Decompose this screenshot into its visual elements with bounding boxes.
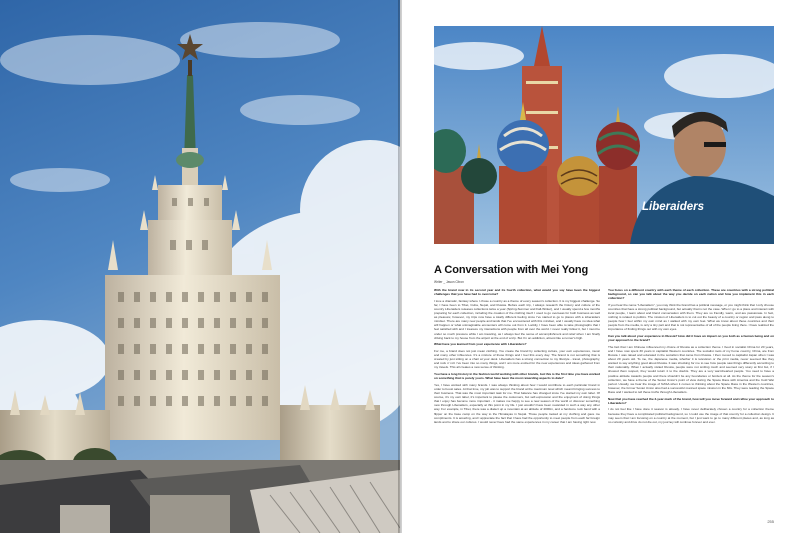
article-byline: Writer _ Jason Citron [434,280,464,284]
text-column-right [608,288,774,520]
shirt-logo: Liberaiders [642,201,704,213]
article-title: A Conversation with Mei Yong [434,264,589,276]
question: Now that you have reached the 2-year mark of the brand, how will you move forward and refine your approach to Liberaiders? [608,396,774,405]
question: You have a long history in the fashion world working with other brands, but this is the first time you have worked on something that is purely yours. What have been the most rewarding aspects to date? [434,372,600,381]
answer: For me, a brand does not just mean clothing. You create the brand by collecting culture, your own experiences, music and many other influences. It's a mixture of those things and I feel this every day. The brand is not something that is created by just sitting on a chair at your desk. Liberaiders has a strong connection to my lifestyle - travel, photography, and rock n' roll. I've been into so many things, and I am more excited for the new experiences and ideas gathered from my travels. This all creates a new sense of thinking. [434,349,600,370]
cathedral-and-man-photo [434,26,774,244]
answer: I love a dramatic, fantasy where I chose a country as a theme of every season's collection. It is my biggest challenge. So far, I have been to Tibet, Cuba, Nepal, and Russia. Before each trip, I always research the history and culture of the country Liberaiders releases collections twice a year (Spring-Summer and Fall-Winter), and I usually spend a few months preparing for each collection, including the creation of the clothing itself. I used to go overseas for both business as well as pleasure; however, my trips now have a totally different feeling since I've started to go to places with a Liberaiders mindset. There are many new people and lands that I've encountered with this mindset, and I usually have no idea what will happen or what unimaginable encounters will come out from it. Luckily, I have been able to take photographs that I feel satisfied with and I treasure my interactions with people from all over the world. I never really follow it, but I must be under so much pressure while I am traveling, as I always feel the sense of accomplishment and relief when I am finally driving back to my house from the airport at the end of a trip. But I'm an addiction, almost like a runner's high. [434,298,600,340]
answer: If you hear the name "Liberaiders", you may think the brand has a political message, or you might think that I only choose countries that have a strong political background, but actually that is not the case. When I go to a place and interact with local people, I learn about and blend conversation with them. They are so friendly, warm, and are passionate. In fact, nothing is related to politics. The mission of Liberaiders is to cut out the beauty of a country or region and pass along to people how I feel within my own mind as I walked with my own feet. What we know about these countries and their people from the media, is only a tiny part and that is not representative of all of the people living there. I have realized the importance of finding things out with my own eyes. [608,302,774,332]
question: Can you talk about your experience in Russia? How did it have an impact on you both as a human being and on your approach to the brand? [608,334,774,343]
st-basils-photo [434,26,774,244]
question: What have you learned from your experience with Liberaiders? [434,342,527,347]
answer: I do not feel like I have done it season is already. I have never deliberately chosen a country for a collection theme because they have a complicated political background, so I could use the image of that country for a collection design. It may seem that I am focusing on a country at the moment, but I just want to go to many different places and, as long as no curiosity and drive do not die out, my journey will continue forever and ever. [608,407,774,424]
answer: Yes, I have worked with many brands. I was always thinking about how I would contribute to each particular brand in order to boost sales. At that time, my job was to support the brand at the maximum level which meant bringing success to their business. That was the most important task for me. That balance has changed since I've started my own label. Of course, it's my own label, it's important to please the customers, but self-expression and the enjoyment of doing things that I enjoy has become more important - it makes me happy to see a new season of the world or discover something new through Liberaiders, especially at this point in my life. I just wouldn't have been rewarded in such a way any other way. For example, in Tibet, there was a dialect up a mountain at an altitude of 4000m, and a hardcore rock band with a flipper on the base camp on the way to the Himalayas in Nepal. Those people looked at my clothing and gave me compliments. It is amazing, and I appreciate the fact that I have had the opportunity to meet people from each far foreign lands and to share our cultures. I would never have had the same experiences in my career that I am having right now. [434,382,600,424]
page-number: 255 [767,519,774,524]
question: With the brand now in its second year and its fourth collection, what would you say have been the biggest challenges that you have had to overcome? [434,288,600,297]
answer: The fact that I am Chinese influenced my choice of Russia as a collection theme. I lived in socialist China for 20 years, and I have now spent 30 years in capitalist Western countries. The socialist roots of my home country, China, are from Russia. I was raised and educated in the socialism that came from Russia. I then moved to capitalist Japan when I was about 20 years old. To me, the Japanese media, whether it is television or the print media, never seemed like they wanted to say anything good about Russia. It was shocking for me to see how people saw things differently according to their nationality. When I actually visited Russia, people were not smiling much and seemed very scary at first but, if I showed them respect, they would return it to the doubts. They are a very warmhearted people. You need to have a positive attitude towards people and there shouldn't be any boundaries or borders at all. As the theme for the season's collection, we have a theme of the Soviet Union's point of view during the Space Race with America and the Cold War period. Usually, we hear the image of NASA when it comes to thinking about the Space Race in the Western countries, however, the former Soviet Union also had a successful manned space mission in the 60s. They were leading the Space Race and I wanted to tell these truths through Liberaiders. [608,344,774,394]
text-column-left [434,288,600,520]
question: You focus on a different country with each theme of each collection. These are countries with a strong political background, so can you talk about the way you decide on each nation and how you implement this in each collection? [608,288,774,301]
right-page [402,0,800,533]
